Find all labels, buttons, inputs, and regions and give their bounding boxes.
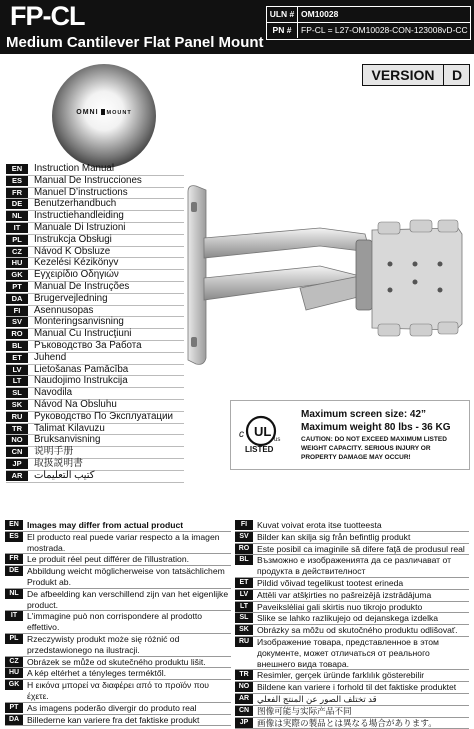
language-code: JP [6,459,28,469]
disclaimer-text: Kuvat voivat erota itse tuotteesta [257,520,382,530]
disclaimer-row [5,589,231,612]
disclaimer-code: EN [5,520,23,530]
language-label: Brugervejledning [34,292,108,304]
language-label: Manual De Instruções [34,280,130,292]
disclaimer-row [235,602,469,614]
disclaimer-row [235,706,469,718]
disclaimer-row [5,668,231,680]
disclaimer-row [5,634,231,657]
disclaimer-text: 画像は実際の製品とは異なる場合があります。 [257,717,437,728]
language-label: Lietošanas Pamācība [34,363,129,375]
disclaimer-text: L'immagine può non corrispondere al prodotto effettivo. [27,611,203,633]
disclaimer-row [5,520,231,532]
logo-text-right: MOUNT [106,110,132,116]
language-code: ET [6,353,28,363]
disclaimer-row [235,637,469,670]
disclaimer-column-left [5,520,231,726]
language-label: Benutzerhandbuch [34,198,117,210]
language-label: Kezelési Kézikönyv [34,257,119,269]
language-row [6,376,184,388]
disclaimer-text: Bilder kan skilja sig från befintlig produkt [257,531,411,542]
disclaimer-code: LT [235,602,253,612]
disclaimer-text: Bildene kan variere i forhold til det faktiske produktet [257,682,457,693]
logo-text-left: OMNI [76,109,99,116]
language-label: Руководство По Эксплуатации [34,410,173,422]
disclaimer-row [5,680,231,703]
version-label: VERSION [363,65,444,85]
disclaimer-column-right [235,520,469,729]
language-code: EN [6,164,28,174]
disclaimer-code: IT [5,611,23,621]
disclaimer-code: SV [235,532,253,542]
disclaimer-text: قد تختلف الصور عن المنتج الفعلي [257,693,377,704]
disclaimer-row [5,532,231,555]
language-label: Navodila [34,387,73,399]
language-code: GK [6,270,28,280]
disclaimer-text: Obrázek se může od skutečného produktu lišit. [27,656,206,667]
language-label: Instructiehandleiding [34,210,124,222]
disclaimer-row [235,694,469,706]
language-code: NL [6,211,28,221]
ul-us-text: us [274,437,281,443]
disclaimer-text: Resimler, gerçek üründe farklılık gösterebilir [257,670,425,681]
disclaimer-row [235,625,469,637]
disclaimer-row [5,715,231,727]
disclaimer-text: De afbeelding kan verschillend zijn van het eigenlijke product. [27,588,229,610]
language-label: Návod K Obsluze [34,245,111,257]
disclaimer-code: SK [235,625,253,635]
language-label: 说明手册 [34,446,74,458]
language-label: Ръководство За Работа [34,339,142,351]
pn-value: FP-CL = L27-OM10028-CON-123008vD-CC [301,25,468,35]
language-code: LT [6,376,28,386]
disclaimer-code: ES [5,532,23,542]
language-code: BL [6,341,28,351]
disclaimer-text: Le produit réel peut différer de l'illustration. [27,554,189,565]
disclaimer-row [235,578,469,590]
language-label: Talimat Kilavuzu [34,422,105,434]
disclaimer-code: BL [235,555,253,565]
disclaimer-row [235,613,469,625]
disclaimer-code: AR [235,694,253,704]
disclaimer-row [235,590,469,602]
language-code: DA [6,294,28,304]
disclaimer-code: CN [235,706,253,716]
language-code: LV [6,365,28,375]
disclaimer-code: DA [5,715,23,725]
language-label: Návod Na Obsluhu [34,398,117,410]
language-code: SV [6,317,28,327]
disclaimer-code: JP [235,718,253,728]
disclaimer-text: Slike se lahko razlikujejo od dejanskega izdelka [257,613,439,624]
language-label: 取扱説明書 [34,457,83,469]
disclaimer-text: Rzeczywisty produkt może się różnić od przedstawionego na ilustracji. [27,633,180,655]
disclaimer-text: Η εικόνα μπορεί να διαφέρει από το προϊόν που έχετε. [27,680,210,701]
language-label: Asennusopas [34,304,94,316]
language-row [6,447,184,459]
max-screen-size: Maximum screen size: 42” [301,409,427,420]
disclaimer-code: RO [235,544,253,554]
logo-text [52,109,156,116]
language-code: PT [6,282,28,292]
disclaimer-text: Images may differ from actual product [27,520,184,530]
language-label: Manual De Instrucciones [34,174,142,186]
language-code: AR [6,471,28,481]
language-label: Manual Cu Instrucţiuni [34,328,132,340]
disclaimer-row [235,544,469,556]
disclaimer-text: Este posibil ca imaginile să difere faţă de produsul real [257,543,465,554]
disclaimer-code: DE [5,566,23,576]
disclaimer-text: 图像可能与实际产品不同 [257,705,352,716]
disclaimer-text: Abbildung weicht möglicherweise von tatsächlichem Produkt ab. [27,566,225,587]
ul-listed-label: LISTED [245,445,274,454]
disclaimer-code: TR [235,670,253,680]
product-subtitle: Medium Cantilever Flat Panel Mount [6,34,264,51]
uln-value: OM10028 [301,9,339,19]
language-row [6,435,184,447]
caution-text: CAUTION: DO NOT EXCEED MAXIMUM LISTED WEIGHT CAPACITY. SERIOUS INJURY OR PROPERTY DAMAGE MAY OCCUR! [301,436,447,461]
disclaimer-code: NO [235,682,253,692]
language-code: HU [6,258,28,268]
disclaimer-text: Attēli var atšķirties no pašreizējā izstrādājuma [257,589,432,600]
language-code: FI [6,306,28,316]
language-code: TR [6,424,28,434]
disclaimer-text: Възможно е изображенията да се различават от продукта в действителност [257,555,452,577]
language-code: RU [6,412,28,422]
language-code: FR [6,188,28,198]
ul-mark-text: UL [254,424,272,439]
language-row [6,459,184,471]
part-number-box [266,6,471,40]
language-code: ES [6,176,28,186]
disclaimer-code: SL [235,613,253,623]
disclaimer-row [5,566,231,589]
disclaimer-text: Obrázky sa môžu od skutočného produktu odlišovať. [257,625,458,636]
disclaimer-row [235,682,469,694]
model-name: FP-CL [10,1,85,31]
language-label: Instruction Manual [34,163,115,174]
disclaimer-text: Изображение товара, представленное в этом документе, может отличаться от реального внешнего вида товара. [257,636,439,669]
disclaimer-text: Paveikslėliai gali skirtis nuo tikrojo produkto [257,601,423,612]
disclaimer-code: PT [5,703,23,713]
language-label: Bruksanvisning [34,434,101,446]
disclaimer-code: CZ [5,657,23,667]
disclaimer-code: FR [5,554,23,564]
ul-c-text: c [239,429,244,440]
disclaimer-row [5,554,231,566]
disclaimer-row [235,520,469,532]
language-code: NO [6,435,28,445]
disclaimer-text: El producto real puede variar respecto a la imagen mostrada. [27,531,220,553]
language-code: RO [6,329,28,339]
language-label: Monteringsanvisning [34,316,124,328]
omnimount-logo [52,64,156,168]
disclaimer-row [235,718,469,729]
language-row [6,341,184,353]
disclaimer-code: FI [235,520,253,530]
disclaimer-row [235,555,469,578]
disclaimer-code: RU [235,637,253,647]
language-code: SL [6,388,28,398]
disclaimer-code: PL [5,634,23,644]
pn-label: PN # [267,23,298,38]
disclaimer-text: Pildid võivad tegelikust tootest erineda [257,577,404,588]
product-mount-image [180,182,470,370]
language-label: Manuel D’instructions [34,186,128,198]
uln-label: ULN # [267,7,298,22]
language-code: IT [6,223,28,233]
language-label: Instrukcja Obsługi [34,233,112,245]
disclaimer-code: HU [5,668,23,678]
language-label: Manuale Di Istruzioni [34,221,126,233]
language-label: Juhend [34,351,67,363]
disclaimer-text: Billederne kan variere fra det faktiske produkt [27,714,200,725]
disclaimer-code: NL [5,589,23,599]
disclaimer-code: GK [5,680,23,690]
disclaimer-text: As imagens poderão divergir do produto real [27,702,197,713]
version-value: D [451,67,463,83]
language-label: Εγχειρίδιο Οδηγιών [34,269,119,281]
header-bar [0,0,474,54]
language-code: DE [6,199,28,209]
disclaimer-row [5,657,231,669]
language-label: كتيب التعليمات [34,469,95,481]
disclaimer-code: ET [235,578,253,588]
disclaimer-text: A kép eltérhet a tényleges terméktől. [27,668,167,679]
max-weight: Maximum weight 80 lbs - 36 KG [301,422,451,433]
disclaimer-code: LV [235,590,253,600]
language-code: PL [6,235,28,245]
disclaimer-row [235,670,469,682]
language-row [6,294,184,306]
capacity-warning [230,400,470,470]
version-box [362,64,470,86]
language-row [6,471,184,483]
language-code: SK [6,400,28,410]
disclaimer-row [235,532,469,544]
language-code: CZ [6,247,28,257]
language-list [6,164,184,483]
language-code: CN [6,447,28,457]
disclaimer-row [5,611,231,634]
language-label: Naudojimo Instrukcija [34,375,128,387]
